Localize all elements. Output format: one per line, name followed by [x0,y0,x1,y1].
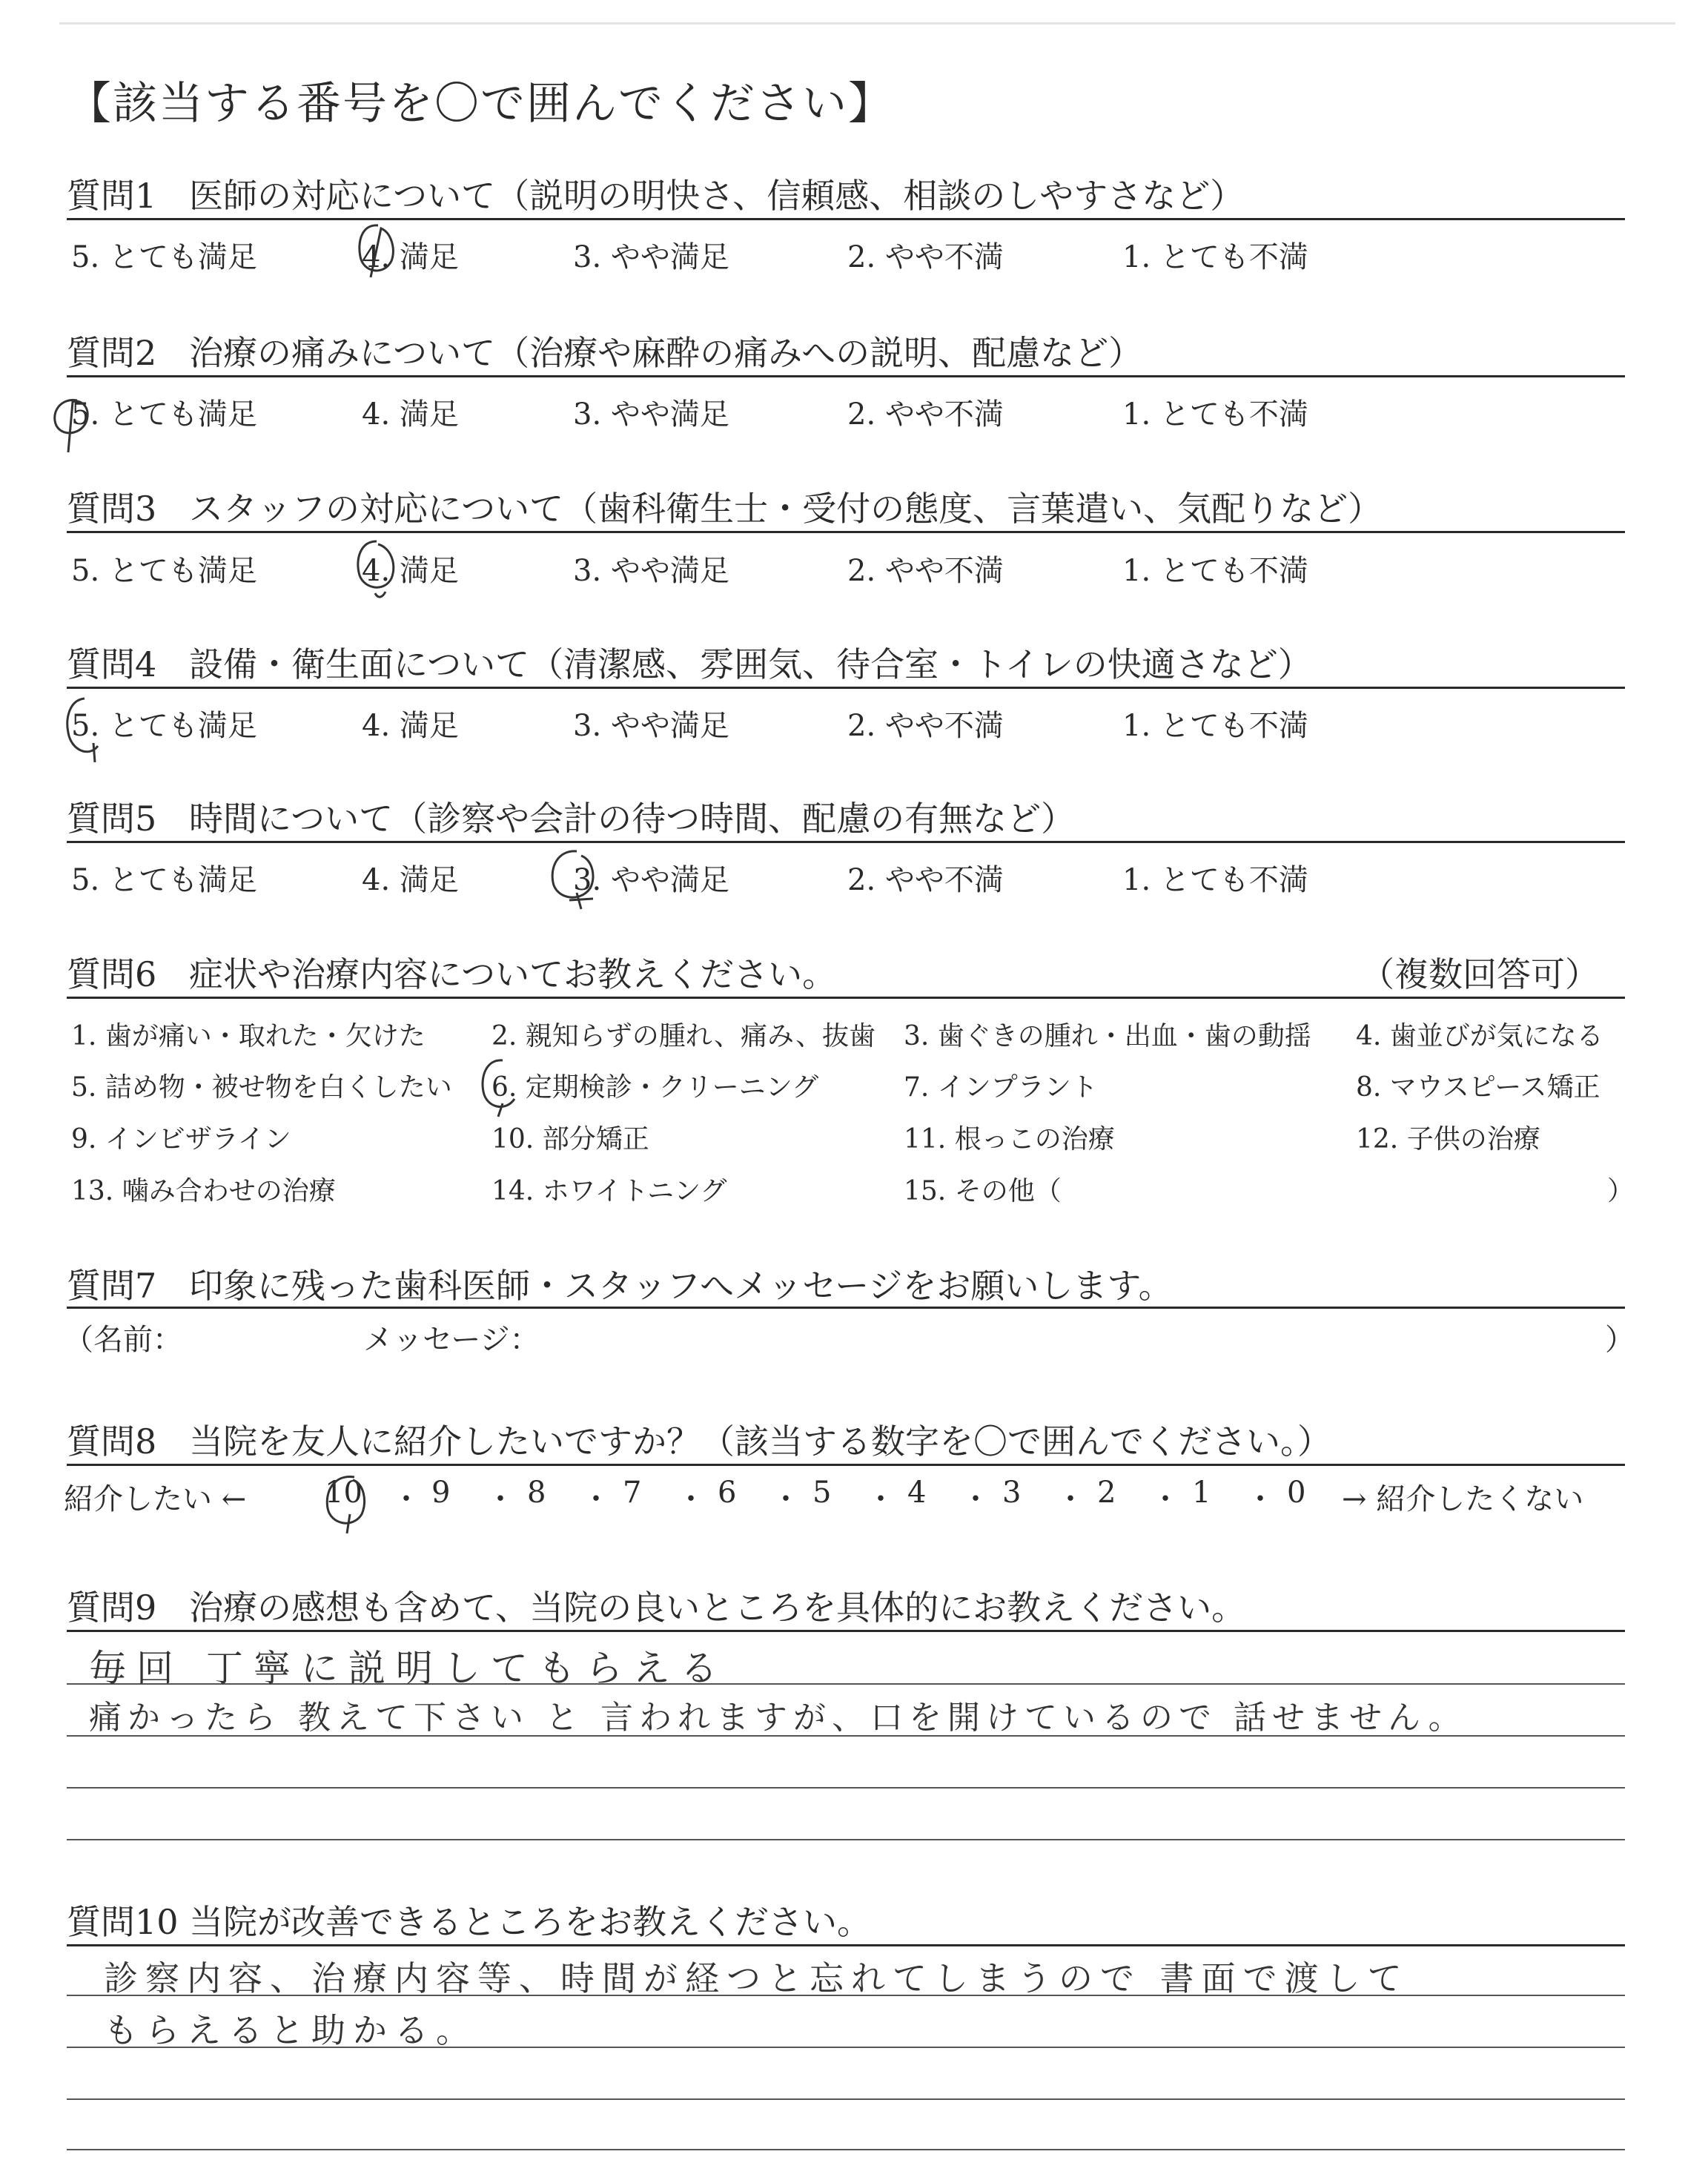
symptom-option-2[interactable]: 2. 親知らずの腫れ、痛み、抜歯 [491,1021,876,1051]
question-rule [67,1630,1625,1632]
dot: ・ [391,1482,421,1516]
question-number: 質問8 [67,1421,157,1462]
question-number: 質問2 [67,333,157,373]
question-text: 当院が改善できるところをお教えください。 [189,1902,871,1942]
question-5 [67,792,1075,841]
dot: ・ [676,1482,706,1516]
option-4[interactable]: 4. 満足 [362,863,459,897]
recommend-4[interactable]: 4 [907,1476,927,1510]
recommend-1[interactable]: 1 [1192,1476,1211,1510]
answer-line [67,1839,1625,1840]
recommend-10[interactable]: 10 [325,1476,363,1510]
symptom-option-10[interactable]: 10. 部分矯正 [491,1124,649,1155]
option-5[interactable]: 5. とても満足 [71,709,257,743]
option-1[interactable]: 1. とても不満 [1122,709,1308,743]
question-rule [67,1307,1625,1309]
hand-drawn-circle-q2 [46,378,105,460]
symptom-option-4[interactable]: 4. 歯並びが気になる [1356,1021,1603,1051]
symptom-option-3[interactable]: 3. 歯ぐきの腫れ・出血・歯の動揺 [904,1021,1311,1051]
option-2[interactable]: 2. やや不満 [847,397,1004,432]
symptom-option-15[interactable]: 15. その他（ [904,1176,1062,1206]
hand-drawn-circle-q5 [544,845,603,912]
answer-line [67,1787,1625,1789]
recommend-8[interactable]: 8 [527,1476,546,1510]
question-text: 医師の対応について（説明の明快さ、信頼感、相談のしやすさなど） [189,176,1245,216]
question-rule [67,218,1625,220]
question-number: 質問7 [67,1266,157,1306]
dot: ・ [866,1482,896,1516]
recommend-6[interactable]: 6 [718,1476,737,1510]
symptom-option-1[interactable]: 1. 歯が痛い・取れた・欠けた [71,1021,426,1051]
question-rule [67,997,1625,999]
question-6 [67,948,836,997]
option-2[interactable]: 2. やや不満 [847,709,1004,743]
option-2[interactable]: 2. やや不満 [847,554,1004,588]
option-2[interactable]: 2. やや不満 [847,240,1004,274]
question-7 [67,1259,1173,1308]
page-title: 【該当する番号を〇で囲んでください】 [67,78,894,130]
recommend-7[interactable]: 7 [623,1476,642,1510]
recommend-3[interactable]: 3 [1002,1476,1022,1510]
question-number: 質問1 [67,176,157,216]
question-2 [67,326,1142,375]
answer-line [67,2149,1625,2150]
question-10 [67,1895,871,1944]
symptom-option-14[interactable]: 14. ホワイトニング [491,1176,727,1206]
handwritten-answer-line-1: 診察内容、治療内容等、時間が経つと忘れてしまうので 書面で渡して [104,1958,1409,1998]
option-4[interactable]: 4. 満足 [362,240,459,274]
question-8 [67,1415,1331,1464]
question-number: 質問3 [67,489,157,529]
question-number: 質問4 [67,644,157,684]
symptom-option-7[interactable]: 7. インプラント [904,1072,1098,1103]
option-3[interactable]: 3. やや満足 [573,863,729,897]
close-paren: ） [1607,1176,1635,1206]
dot: ・ [486,1482,515,1516]
option-5[interactable]: 5. とても満足 [71,554,257,588]
option-3[interactable]: 3. やや満足 [573,709,729,743]
question-3 [67,482,1382,531]
hand-drawn-circle-q6 [473,1054,525,1121]
option-1[interactable]: 1. とても不満 [1122,397,1308,432]
recommend-0[interactable]: 0 [1287,1476,1306,1510]
question-rule [67,1944,1625,1946]
answer-line [67,2098,1625,2100]
option-5[interactable]: 5. とても満足 [71,240,257,274]
option-5[interactable]: 5. とても満足 [71,397,257,432]
dot: ・ [771,1482,801,1516]
symptom-option-12[interactable]: 12. 子供の治療 [1356,1124,1540,1155]
question-rule [67,687,1625,689]
recommend-2[interactable]: 2 [1097,1476,1116,1510]
option-3[interactable]: 3. やや満足 [573,397,729,432]
dot: ・ [1245,1482,1275,1516]
handwritten-answer-line-2: もらえると助かる。 [104,2010,477,2050]
symptom-option-6[interactable]: 6. 定期検診・クリーニング [491,1072,819,1103]
dot: ・ [581,1482,611,1516]
hand-drawn-circle-q3 [348,534,400,608]
handwritten-answer-line-2: 痛かったら 教えて下さい と 言われますが、口を開けているので 話せません。 [89,1699,1467,1737]
question-9 [67,1581,1245,1630]
option-1[interactable]: 1. とても不満 [1122,863,1308,897]
recommend-5[interactable]: 5 [812,1476,832,1510]
question-text: スタッフの対応について（歯科衛生士・受付の態度、言葉遣い、気配りなど） [189,489,1383,529]
question-rule [67,375,1625,377]
symptom-option-8[interactable]: 8. マウスピース矯正 [1356,1072,1601,1103]
hand-drawn-circle-q8 [317,1470,377,1536]
question-text: 印象に残った歯科医師・スタッフへメッセージをお願いします。 [189,1266,1173,1306]
question-rule [67,531,1625,533]
option-4[interactable]: 4. 満足 [362,709,459,743]
symptom-option-13[interactable]: 13. 噛み合わせの治療 [71,1176,336,1206]
option-4[interactable]: 4. 満足 [362,554,459,588]
question-number: 質問9 [67,1588,157,1628]
question-text: 設備・衛生面について（清潔感、雰囲気、待合室・トイレの快適さなど） [189,644,1312,684]
question-number: 質問6 [67,954,157,994]
option-1[interactable]: 1. とても不満 [1122,554,1308,588]
question-4 [67,638,1312,687]
option-2[interactable]: 2. やや不満 [847,863,1004,897]
multiple-answer-note: （複数回答可） [1360,954,1599,994]
question-text: 治療の感想も含めて、当院の良いところを具体的にお教えください。 [189,1588,1246,1628]
symptom-option-11[interactable]: 11. 根っこの治療 [904,1124,1115,1155]
top-border [59,22,1675,24]
symptom-option-9[interactable]: 9. インビザライン [71,1124,291,1155]
question-text: 時間について（診察や会計の待つ時間、配慮の有無など） [189,799,1076,839]
question-text: 治療の痛みについて（治療や麻酔の痛みへの説明、配慮など） [189,333,1143,373]
hand-drawn-circle-q4 [59,691,111,765]
question-number: 質問10 [67,1902,179,1942]
dot: ・ [1056,1482,1085,1516]
recommend-left-label: 紹介したい ← [64,1482,247,1516]
symptom-option-5[interactable]: 5. 詰め物・被せ物を白くしたい [71,1072,452,1103]
question-text: 症状や治療内容についてお教えください。 [189,954,837,994]
question-rule [67,841,1625,843]
option-5[interactable]: 5. とても満足 [71,863,257,897]
close-paren: ） [1605,1323,1635,1357]
question-rule [67,1464,1625,1466]
option-4[interactable]: 4. 満足 [362,397,459,432]
question-text: 当院を友人に紹介したいですか？（該当する数字を〇で囲んでください。） [189,1421,1331,1462]
hand-drawn-circle-q1 [348,219,400,286]
dot: ・ [961,1482,990,1516]
recommend-9[interactable]: 9 [431,1476,451,1510]
recommend-right-label: → 紹介したくない [1342,1482,1584,1516]
handwritten-answer-line-1: 毎回 丁寧に説明してもらえる [89,1647,728,1690]
message-label: メッセージ： [363,1323,540,1357]
name-label: （名前： [64,1323,182,1357]
option-1[interactable]: 1. とても不満 [1122,240,1308,274]
dot: ・ [1151,1482,1180,1516]
question-1 [67,169,1244,218]
option-3[interactable]: 3. やや満足 [573,554,729,588]
option-3[interactable]: 3. やや満足 [573,240,729,274]
question-number: 質問5 [67,799,157,839]
